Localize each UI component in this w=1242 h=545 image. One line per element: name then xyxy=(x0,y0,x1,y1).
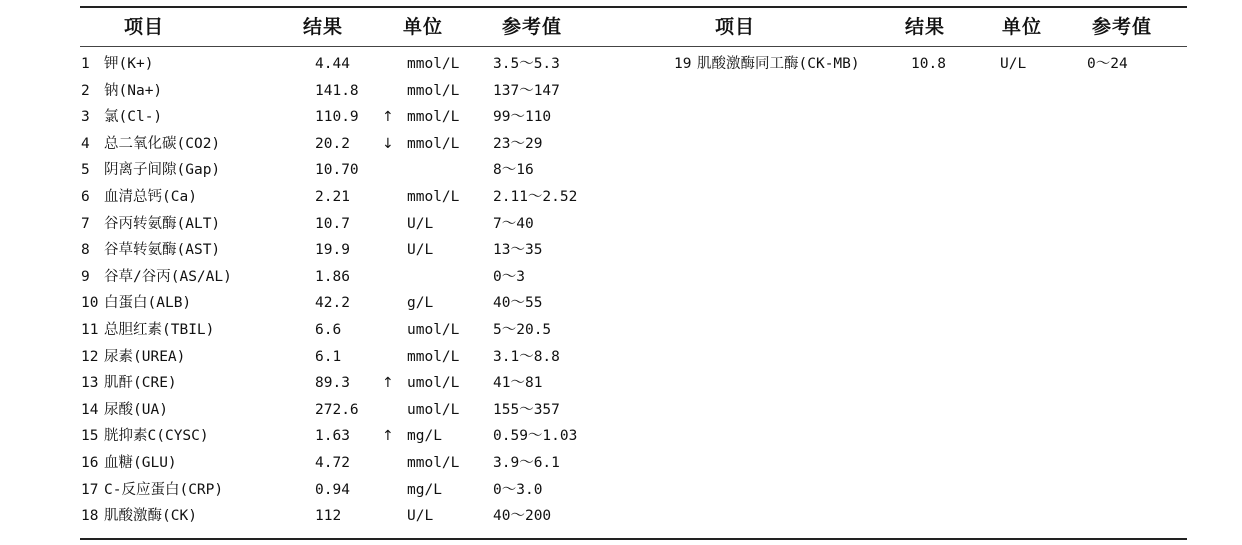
row-number: 3 xyxy=(81,109,90,126)
item-name: 总胆红素(TBIL) xyxy=(104,322,215,338)
item-name: 钾(K+) xyxy=(104,56,154,72)
row-number: 10 xyxy=(81,295,99,312)
unit-value: umol/L xyxy=(407,322,460,338)
row-number: 9 xyxy=(81,268,90,285)
reference-range: 41～81 xyxy=(493,375,543,392)
item-name: 谷丙转氨酶(ALT) xyxy=(104,215,221,232)
reference-range: 0～3 xyxy=(493,268,525,285)
result-value: 89.3 xyxy=(315,375,350,392)
unit-value: mmol/L xyxy=(407,348,460,365)
result-value: 1.86 xyxy=(315,268,350,285)
unit-value: mg/L xyxy=(407,481,442,498)
table-top-rule xyxy=(80,6,1187,8)
table-header-rule xyxy=(80,46,1187,47)
unit-value: mmol/L xyxy=(407,82,460,99)
reference-range: 3.9～6.1 xyxy=(493,455,560,471)
reference-range: 7～40 xyxy=(493,215,534,232)
result-value: 6.1 xyxy=(315,348,342,365)
reference-range: 0～3.0 xyxy=(493,481,543,498)
reference-range: 8～16 xyxy=(493,162,534,179)
row-number: 8 xyxy=(81,242,90,259)
result-value: 2.21 xyxy=(315,189,350,205)
header-item-right: 项目 xyxy=(715,16,756,38)
row-number: 6 xyxy=(81,189,90,205)
reference-range: 23～29 xyxy=(493,135,543,152)
reference-range: 40～55 xyxy=(493,295,543,312)
reference-range: 155～357 xyxy=(493,401,560,418)
header-unit-left: 单位 xyxy=(403,16,444,38)
reference-range: 5～20.5 xyxy=(493,322,552,338)
result-value: 4.44 xyxy=(315,56,350,72)
result-value: 4.72 xyxy=(315,455,350,471)
item-name: 肌酸激酶同工酶(CK-MB) xyxy=(697,56,860,72)
abnormal-flag: ↑ xyxy=(382,109,394,126)
row-number: 16 xyxy=(81,455,99,471)
item-name: 谷草/谷丙(AS/AL) xyxy=(104,268,232,285)
item-name: 谷草转氨酶(AST) xyxy=(104,242,221,259)
row-number: 12 xyxy=(81,348,99,365)
unit-value: U/L xyxy=(407,508,434,525)
result-value: 6.6 xyxy=(315,322,342,338)
result-value: 10.7 xyxy=(315,215,350,232)
item-name: 尿素(UREA) xyxy=(104,348,186,365)
result-value: 10.70 xyxy=(315,162,359,179)
unit-value: U/L xyxy=(1000,56,1027,72)
result-value: 272.6 xyxy=(315,401,359,418)
abnormal-flag: ↓ xyxy=(382,135,394,152)
reference-range: 3.5～5.3 xyxy=(493,56,560,72)
item-name: 氯(Cl-) xyxy=(104,109,163,126)
row-number: 17 xyxy=(81,481,99,498)
unit-value: umol/L xyxy=(407,375,460,392)
result-value: 112 xyxy=(315,508,342,525)
result-value: 19.9 xyxy=(315,242,350,259)
unit-value: mmol/L xyxy=(407,135,460,152)
abnormal-flag: ↑ xyxy=(382,375,394,392)
abnormal-flag: ↑ xyxy=(382,428,394,445)
unit-value: g/L xyxy=(407,295,434,312)
result-value: 0.94 xyxy=(315,481,350,498)
result-value: 141.8 xyxy=(315,82,359,99)
unit-value: U/L xyxy=(407,215,434,232)
reference-range: 40～200 xyxy=(493,508,552,525)
table-bottom-rule xyxy=(80,538,1187,540)
reference-range: 99～110 xyxy=(493,109,552,126)
row-number: 7 xyxy=(81,215,90,232)
reference-range: 137～147 xyxy=(493,82,560,99)
result-value: 10.8 xyxy=(911,56,946,72)
unit-value: U/L xyxy=(407,242,434,259)
row-number: 15 xyxy=(81,428,99,445)
row-number: 1 xyxy=(81,56,90,72)
header-ref-left: 参考值 xyxy=(502,16,563,38)
item-name: 胱抑素C(CYSC) xyxy=(104,428,209,445)
reference-range: 0～24 xyxy=(1087,56,1128,72)
item-name: 白蛋白(ALB) xyxy=(104,295,192,312)
header-ref-right: 参考值 xyxy=(1092,16,1153,38)
reference-range: 0.59～1.03 xyxy=(493,428,578,445)
unit-value: mmol/L xyxy=(407,189,460,205)
header-unit-right: 单位 xyxy=(1002,16,1043,38)
result-value: 42.2 xyxy=(315,295,350,312)
reference-range: 2.11～2.52 xyxy=(493,189,578,205)
row-number: 19 xyxy=(674,56,692,72)
item-name: 尿酸(UA) xyxy=(104,401,168,418)
item-name: 血清总钙(Ca) xyxy=(104,189,197,205)
row-number: 14 xyxy=(81,401,99,418)
header-item-left: 项目 xyxy=(124,16,165,38)
header-result-right: 结果 xyxy=(905,16,946,38)
result-value: 20.2 xyxy=(315,135,350,152)
unit-value: mmol/L xyxy=(407,109,460,126)
result-value: 1.63 xyxy=(315,428,350,445)
unit-value: mmol/L xyxy=(407,56,460,72)
unit-value: umol/L xyxy=(407,401,460,418)
reference-range: 3.1～8.8 xyxy=(493,348,560,365)
item-name: 总二氧化碳(CO2) xyxy=(104,135,221,152)
item-name: 钠(Na+) xyxy=(104,82,163,99)
item-name: 血糖(GLU) xyxy=(104,455,177,471)
item-name: 肌酐(CRE) xyxy=(104,375,177,392)
header-result-left: 结果 xyxy=(303,16,344,38)
row-number: 18 xyxy=(81,508,99,525)
row-number: 4 xyxy=(81,135,90,152)
row-number: 13 xyxy=(81,375,99,392)
unit-value: mg/L xyxy=(407,428,442,445)
result-value: 110.9 xyxy=(315,109,359,126)
unit-value: mmol/L xyxy=(407,455,460,471)
row-number: 2 xyxy=(81,82,90,99)
reference-range: 13～35 xyxy=(493,242,543,259)
item-name: 阴离子间隙(Gap) xyxy=(104,162,221,179)
row-number: 5 xyxy=(81,162,90,179)
item-name: C-反应蛋白(CRP) xyxy=(104,481,224,498)
item-name: 肌酸激酶(CK) xyxy=(104,508,197,525)
row-number: 11 xyxy=(81,322,99,338)
